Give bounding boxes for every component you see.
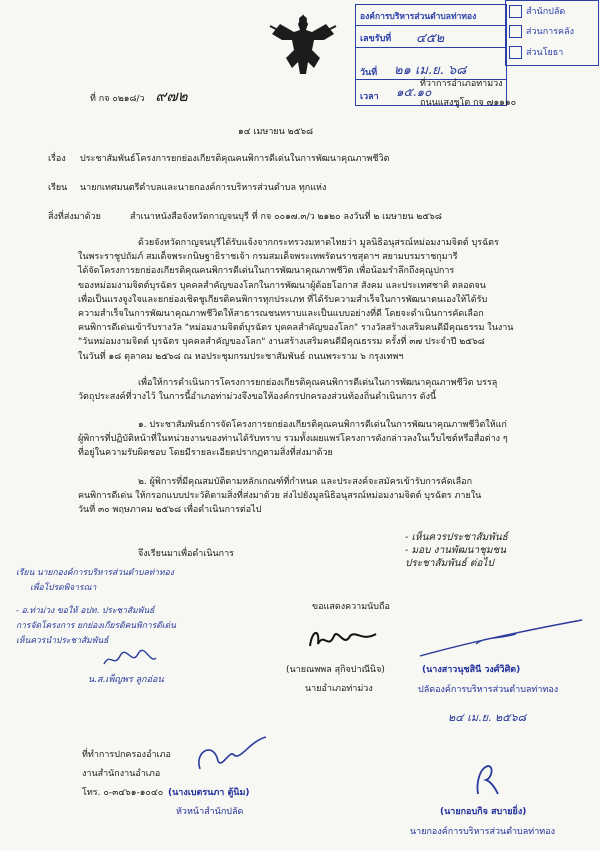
mayor-name: (นายกอบกิจ สบายยิ่ง) bbox=[440, 807, 527, 817]
document-date: ๑๔ เมษายน ๒๕๖๘ bbox=[238, 127, 314, 137]
checkbox-icon bbox=[509, 46, 522, 59]
clerk-title: หัวหน้าสำนักปลัด bbox=[176, 807, 244, 817]
district-chief-name: (นายณพพล สุกิจปาณีนิจ) bbox=[286, 665, 385, 675]
receipt-date-label: วันที่ bbox=[360, 68, 378, 78]
deputy-date: ๒๔ เม.ย. ๒๕๖๘ bbox=[448, 711, 527, 724]
receipt-stamp-title: องค์การบริหารส่วนตำบลท่าทอง bbox=[360, 12, 477, 22]
amphoe-office-line2: ถนนแสงชูโต กจ ๗๑๑๑๐ bbox=[420, 98, 517, 108]
routing-item-2: ส่วนโยธา bbox=[509, 45, 563, 59]
left-notes-signature bbox=[100, 648, 160, 670]
regards: ขอแสดงความนับถือ bbox=[312, 602, 390, 612]
mayor-signature bbox=[466, 760, 506, 798]
mayor-title: นายกองค์การบริหารส่วนตำบลท่าทอง bbox=[410, 827, 555, 837]
receipt-number-value: ๔๕๒ bbox=[416, 31, 445, 46]
receipt-stamp bbox=[355, 4, 507, 106]
district-chief-signature bbox=[304, 622, 382, 656]
office-line-1: ที่ทำการปกครองอำเภอ bbox=[82, 750, 171, 760]
left-notes-signer: น.ส.เพ็ญพร ลูกอ่อน bbox=[88, 675, 164, 685]
paragraph-item-2: ๒. ผู้พิการที่มีคุณสมบัติตามหลักเกณฑ์ที่กำหนด และประสงค์จะสมัครเข้ารับการคัดเลือก คนพิการดีเด่น ให้กรอกแบบประวัติตามสิ่งที่ส่งมาด้วย ส่งไปยังมูลนิธิอนุสรณ์หม่อมงามจิตต์ บุรฉัตร ภายใน วันที่ ๓๐ พฤษภาคม ๒๕๖๘ เพื่อดำเนินการต่อไป bbox=[78, 477, 482, 516]
garuda-emblem bbox=[268, 10, 338, 80]
checkbox-icon bbox=[509, 5, 522, 18]
subject-text: ประชาสัมพันธ์โครงการยกย่องเกียรติคุณคนพิการดีเด่นในการพัฒนาคุณภาพชีวิต bbox=[80, 154, 390, 164]
paragraph-2: เพื่อให้การดำเนินการโครงการยกย่องเกียรติคุณคนพิการดีเด่นในการพัฒนาคุณภาพชีวิต บรรลุ วัตถุประสงค์ที่วางไว้ ในการนี้อำเภอท่าม่วงจึงขอให้องค์กรปกครองส่วนท้องถิ่นดำเนินการ ดังนี้ bbox=[78, 378, 498, 403]
to-line: เรียน นายกเทศมนตรีตำบลและนายกองค์การบริหารส่วนตำบล ทุกแห่ง bbox=[48, 183, 327, 193]
receipt-number-label: เลขรับที่ bbox=[360, 34, 392, 44]
attachment-text: สำเนาหนังสือจังหวัดกาญจนบุรี ที่ กจ ๐๐๑๗.๓/ว ๒๑๒๐ ลงวันที่ ๒ เมษายน ๒๕๖๘ bbox=[130, 212, 442, 222]
attachment-line: สิ่งที่ส่งมาด้วย สำเนาหนังสือจังหวัดกาญจนบุรี ที่ กจ ๐๐๑๗.๓/ว ๒๑๒๐ ลงวันที่ ๒ เมษายน ๒๕๖๘ bbox=[48, 212, 442, 222]
left-handwritten-notes: เรียน นายกองค์การบริหารส่วนตำบลท่าทอง เพื่อโปรดพิจารณา - อ.ท่าม่วง ขอให้ อปท. ประชาสัมพันธ์ การจัดโครงการ ยกย่องเกียรติคนพิการดีเด่น เห็นควรนำประชาสัมพันธ์ bbox=[16, 568, 176, 646]
district-chief-title: นายอำเภอท่าม่วง bbox=[305, 684, 373, 694]
office-line-2: งานสำนักงานอำเภอ bbox=[82, 769, 161, 779]
routing-stamp bbox=[505, 0, 599, 66]
subject-line: เรื่อง ประชาสัมพันธ์โครงการยกย่องเกียรติคุณคนพิการดีเด่นในการพัฒนาคุณภาพชีวิต bbox=[48, 154, 390, 164]
deputy-title: ปลัดองค์การบริหารส่วนตำบลท่าทอง bbox=[418, 685, 559, 695]
clerk-signature bbox=[190, 731, 270, 777]
closing-request: จึงเรียนมาเพื่อดำเนินการ bbox=[138, 549, 235, 559]
office-phone: โทร. ๐-๓๔๖๑-๑๐๔๐ bbox=[82, 788, 164, 798]
to-text: นายกเทศมนตรีตำบลและนายกองค์การบริหารส่วนตำบล ทุกแห่ง bbox=[80, 183, 327, 193]
receipt-date-value: ๒๑ เม.ย. ๖๘ bbox=[394, 63, 467, 78]
routing-item-1: ส่วนการคลัง bbox=[509, 24, 574, 38]
clerk-name: (นางเบตรนภา ตู้นิม) bbox=[168, 788, 250, 798]
receipt-time-label: เวลา bbox=[360, 92, 379, 102]
doc-number-handwritten: ๙๗๒ bbox=[155, 87, 188, 105]
receipt-time-value: ๑๕.๑๐ bbox=[396, 85, 432, 99]
doc-number: ที่ กจ ๐๒๑๘/ว ๙๗๒ bbox=[90, 87, 188, 105]
routing-item-0: สำนักปลัด bbox=[509, 4, 565, 18]
amphoe-office-line1: ที่ว่าการอำเภอท่าม่วง bbox=[420, 79, 503, 89]
deputy-name: (นางสาวนุชสินี วงศ์วิศิต) bbox=[422, 665, 521, 675]
checkbox-icon bbox=[509, 25, 522, 38]
right-handwritten-notes: - เห็นควรประชาสัมพันธ์ - มอบ งานพัฒนาชุมชน ประชาสัมพันธ์ ต่อไป bbox=[405, 532, 508, 569]
paragraph-item-1: ๑. ประชาสัมพันธ์การจัดโครงการยกย่องเกียรติคุณคนพิการดีเด่นในการพัฒนาคุณภาพชีวิตให้แก่ ผู้พิการที่ปฏิบัติหน้าที่ในหน่วยงานของท่านได้รับทราบ รวมทั้งเผยแพร่โครงการดังกล่าวลงในเว็บไซต์หรือสื่อต่าง ๆ ที่อยู่ในความรับผิดชอบ โดยมีรายละเอียดปรากฏตามสิ่งที่ส่งมาด้วย bbox=[78, 420, 508, 459]
paragraph-1: ด้วยจังหวัดกาญจนบุรีได้รับแจ้งจากกระทรวงมหาดไทยว่า มูลนิธิอนุสรณ์หม่อมงามจิตต์ บุรฉัตร ในพระราชูปถัมภ์ สมเด็จพระกนิษฐาธิราชเจ้า กรมสมเด็จพระเทพรัตนราชสุดาฯ สยามบรมราชกุมารี ได้จัดโครงการยกย่องเกียรติคุณคนพิการดีเด่นในการพัฒนาคุณภาพชีวิต เพื่อน้อมรำลึกถึงคุณูปการ ของหม่อมงามจิตต์บุรฉัตร บุคคลสำคัญของโลกในการพัฒนาผู้ด้อยโอกาส สังคม และประเทศชาติ ตลอดจน เพื่อเป็นแรงจูงใจและยกย่องเชิดชูเกียรติคนพิการทุกประเภท ที่ได้รับความสำเร็จในการพัฒนาตนเองให้ได้รับ ความสำเร็จในการพัฒนาคุณภาพชีวิตให้สาธารณชนทราบและเป็นแบบอย่างที่ดี โดยจะดำเนินการคัดเลือก คนพิการดีเด่นเข้ารับรางวัล "หม่อมงามจิตต์บุรฉัตร บุคคลสำคัญของโลก" รางวัลสร้างเสริมคนดีมีคุณธรรม ในงาน "วันหม่อมงามจิตต์ บุรฉัตร บุคคลสำคัญของโลก" งานสร้างเสริมคนดีมีคุณธรรม ครั้งที่ ๓๗ ประจำปี ๒๕๖๘ ในวันที่ ๑๘ ตุลาคม ๒๕๖๘ ณ หอประชุมกรมประชาสัมพันธ์ ถนนพระราม ๖ กรุงเทพฯ bbox=[78, 238, 514, 362]
deputy-signature bbox=[416, 616, 586, 660]
